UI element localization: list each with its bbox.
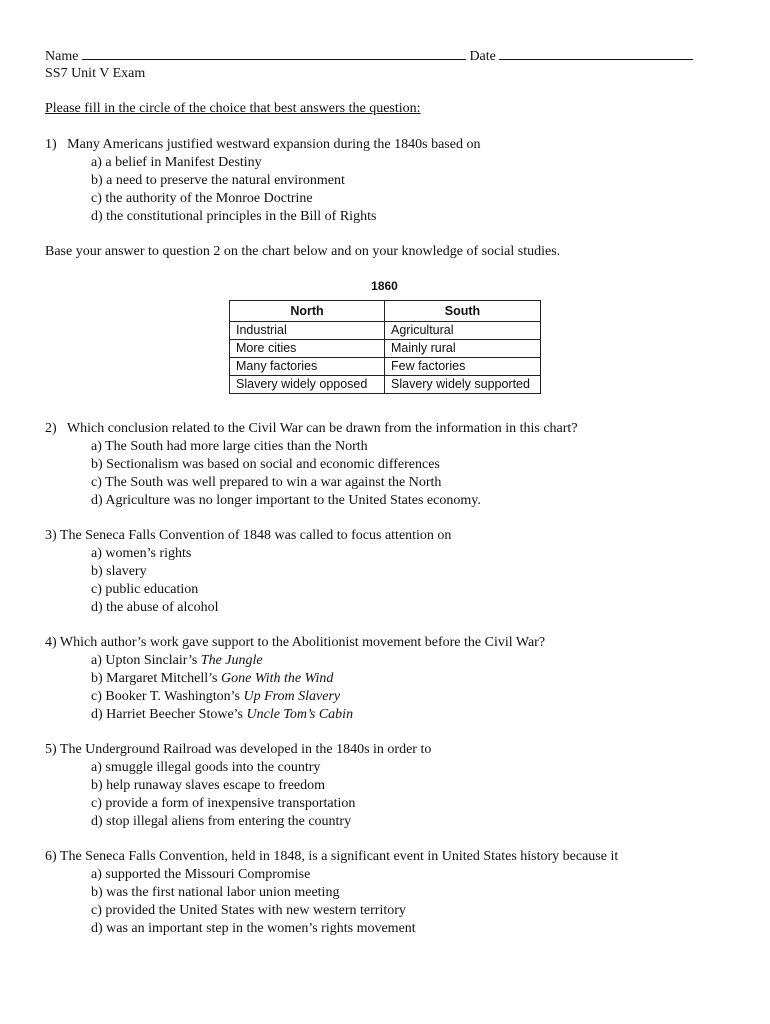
question-2-option-b[interactable]: b) Sectionalism was based on social and economic differences <box>91 457 440 472</box>
question-4-stem: 4) Which author’s work gave support to the Abolitionist movement before the Civil War? <box>45 635 546 650</box>
question-5-option-c[interactable]: c) provide a form of inexpensive transportation <box>91 796 356 811</box>
question-3-option-a[interactable]: a) women’s rights <box>91 546 192 561</box>
chart-header-north: North <box>230 301 385 322</box>
option-text: c) Booker T. Washington’s <box>91 689 244 704</box>
chart-cell: More cities <box>230 340 385 358</box>
option-text: b) Margaret Mitchell’s <box>91 671 221 686</box>
question-1-stem: 1) Many Americans justified westward expansion during the 1840s based on <box>45 137 481 152</box>
question-5-option-a[interactable]: a) smuggle illegal goods into the country <box>91 760 321 775</box>
question-2-option-d[interactable]: d) Agriculture was no longer important to the United States economy. <box>91 493 481 508</box>
question-1-option-c[interactable]: c) the authority of the Monroe Doctrine <box>91 191 313 206</box>
chart-title: 1860 <box>371 279 398 293</box>
question-6-option-a[interactable]: a) supported the Missouri Compromise <box>91 867 311 882</box>
question-4-option-c[interactable] <box>91 688 340 706</box>
chart-row <box>230 358 541 376</box>
name-date-line <box>45 47 693 66</box>
option-text: a) Upton Sinclair’s <box>91 653 201 668</box>
book-title: Gone With the Wind <box>221 671 334 686</box>
question-5-option-b[interactable]: b) help runaway slaves escape to freedom <box>91 778 326 793</box>
chart-cell: Mainly rural <box>385 340 541 358</box>
chart-cell: Slavery widely supported <box>385 376 541 394</box>
question-3-option-c[interactable]: c) public education <box>91 582 199 597</box>
chart-header-row <box>230 301 541 322</box>
question-2-option-c[interactable]: c) The South was well prepared to win a war against the North <box>91 475 442 490</box>
question-6-option-d[interactable]: d) was an important step in the women’s rights movement <box>91 921 416 936</box>
name-label: Name <box>45 49 79 64</box>
question-1-option-a[interactable]: a) a belief in Manifest Destiny <box>91 155 262 170</box>
question-6-option-b[interactable]: b) was the first national labor union meeting <box>91 885 340 900</box>
exam-title: SS7 Unit V Exam <box>45 66 146 81</box>
chart-header-south: South <box>385 301 541 322</box>
question-5-stem: 5) The Underground Railroad was developed in the 1840s in order to <box>45 742 432 757</box>
book-title: Up From Slavery <box>243 689 341 704</box>
question-6-option-c[interactable]: c) provided the United States with new western territory <box>91 903 406 918</box>
option-text: d) Harriet Beecher Stowe’s <box>91 707 247 722</box>
chart-cell: Few factories <box>385 358 541 376</box>
question-3-option-d[interactable]: d) the abuse of alcohol <box>91 600 219 615</box>
chart-row <box>230 376 541 394</box>
chart-cell: Many factories <box>230 358 385 376</box>
question-6-stem: 6) The Seneca Falls Convention, held in 1848, is a significant event in United States history because it <box>45 849 619 864</box>
question-3-option-b[interactable]: b) slavery <box>91 564 147 579</box>
book-title: Uncle Tom’s Cabin <box>246 707 354 722</box>
comparison-chart <box>229 300 541 394</box>
question-4-option-a[interactable] <box>91 652 263 670</box>
chart-row <box>230 322 541 340</box>
book-title: The Jungle <box>200 653 263 668</box>
name-blank[interactable] <box>82 47 466 60</box>
chart-cell: Agricultural <box>385 322 541 340</box>
question-3-stem: 3) The Seneca Falls Convention of 1848 was called to focus attention on <box>45 528 452 543</box>
question-1-option-d[interactable]: d) the constitutional principles in the Bill of Rights <box>91 209 377 224</box>
date-blank[interactable] <box>499 47 693 60</box>
question-1-option-b[interactable]: b) a need to preserve the natural environment <box>91 173 345 188</box>
chart-intro: Base your answer to question 2 on the chart below and on your knowledge of social studies. <box>45 244 561 259</box>
instructions: Please fill in the circle of the choice that best answers the question: <box>45 101 421 116</box>
question-4-option-b[interactable] <box>91 670 333 688</box>
question-5-option-d[interactable]: d) stop illegal aliens from entering the country <box>91 814 352 829</box>
chart-row <box>230 340 541 358</box>
date-label: Date <box>469 49 496 64</box>
chart-cell: Slavery widely opposed <box>230 376 385 394</box>
question-2-stem: 2) Which conclusion related to the Civil War can be drawn from the information in this chart? <box>45 421 578 436</box>
question-4-option-d[interactable] <box>91 706 353 724</box>
chart-cell: Industrial <box>230 322 385 340</box>
question-2-option-a[interactable]: a) The South had more large cities than the North <box>91 439 368 454</box>
